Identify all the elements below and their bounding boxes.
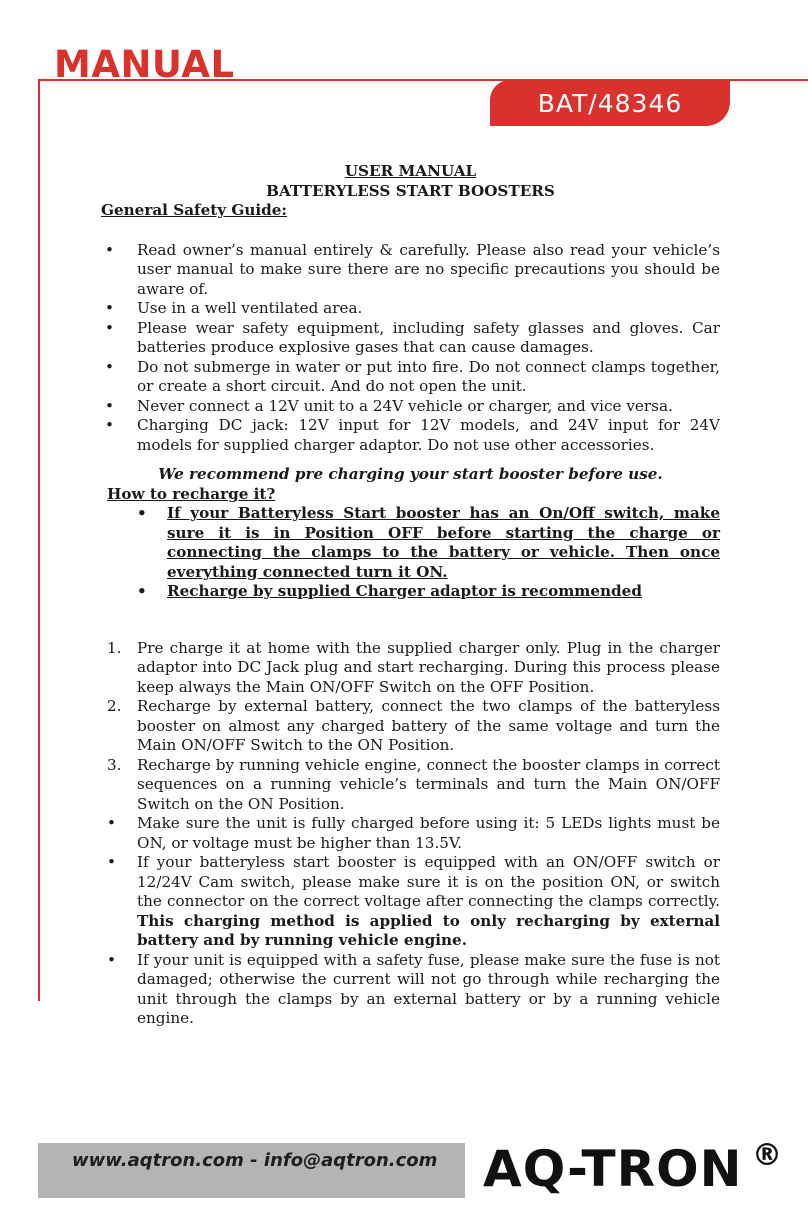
recharge-steps [101,639,720,1029]
list-item: • Recharge by supplied Charger adaptor is recommended [137,582,642,600]
recharge-heading: How to recharge it? [107,484,276,503]
brand-logo: AQ-TRON [483,1140,743,1198]
step-item: • Make sure the unit is fully charged before using it: 5 LEDs lights must be ON, or voltage must be higher than 13.5V. [107,814,720,852]
step-item: 3. Recharge by running vehicle engine, connect the booster clamps in correct sequences on a running vehicle’s terminals and turn the Main ON/OFF Switch on the ON Position. [107,755,720,813]
list-item: • Do not submerge in water or put into fire. Do not connect clamps together, or create a short circuit. And do not open the unit. [105,357,720,395]
step-item: • If your batteryless start booster is equipped with an ON/OFF switch or 12/24V Cam switch, please make sure it is on the position ON, or switch the connector on the correct voltage after connecting the clamps correctly. This charging method is applied to only recharging by external battery and by running vehicle engine. [107,853,720,949]
title-line-2: BATTERYLESS START BOOSTERS [266,181,555,200]
step-item: 1. Pre charge it at home with the supplied charger only. Plug in the charger adaptor into DC Jack plug and start recharging. During this process please keep always the Main ON/OFF Switch on the OFF Position. [107,638,720,696]
step-item: 2. Recharge by external battery, connect the two clamps of the batteryless booster on almost any charged battery of the same voltage and turn the Main ON/OFF Switch to the ON Position. [107,697,720,754]
step-item: • If your unit is equipped with a safety fuse, please make sure the fuse is not damaged; otherwise the current will not go through while recharging the unit through the clamps by an external battery or by a running vehicle engine. [107,950,720,1027]
list-item: • Charging DC jack: 12V input for 12V models, and 24V input for 24V models for supplied charger adaptor. Do not use other accessories. [105,416,720,454]
safety-heading: General Safety Guide: [101,201,288,219]
list-item: • If your Batteryless Start booster has an On/Off switch, make sure it is in Position OFF before starting the charge or connecting the clamps to the battery or vehicle. Then once everything connected turn it ON. [137,504,720,581]
recharge-list [101,504,720,602]
registered-mark: ® [752,1138,782,1173]
document-title [101,162,720,201]
list-item: • Please wear safety equipment, including safety glasses and gloves. Car batteries produce explosive gases that can cause damages. [105,318,720,356]
model-code: BAT/48346 [537,88,683,118]
safety-list [101,241,720,456]
manual-content [101,162,720,1029]
list-item: • Read owner’s manual entirely & carefully. Please also read your vehicle’s user manual to make sure there are no specific precautions you should be aware of. [105,240,720,298]
title-line-1: USER MANUAL [344,162,477,180]
recommendation-note: We recommend pre charging your start booster before use. [158,465,663,483]
manual-label: MANUAL [54,43,235,86]
footer-contact: www.aqtron.com - info@aqtron.com [72,1150,438,1171]
list-item: • Never connect a 12V unit to a 24V vehicle or charger, and vice versa. [105,396,673,415]
list-item: • Use in a well ventilated area. [105,299,363,317]
model-code-badge [490,80,730,126]
